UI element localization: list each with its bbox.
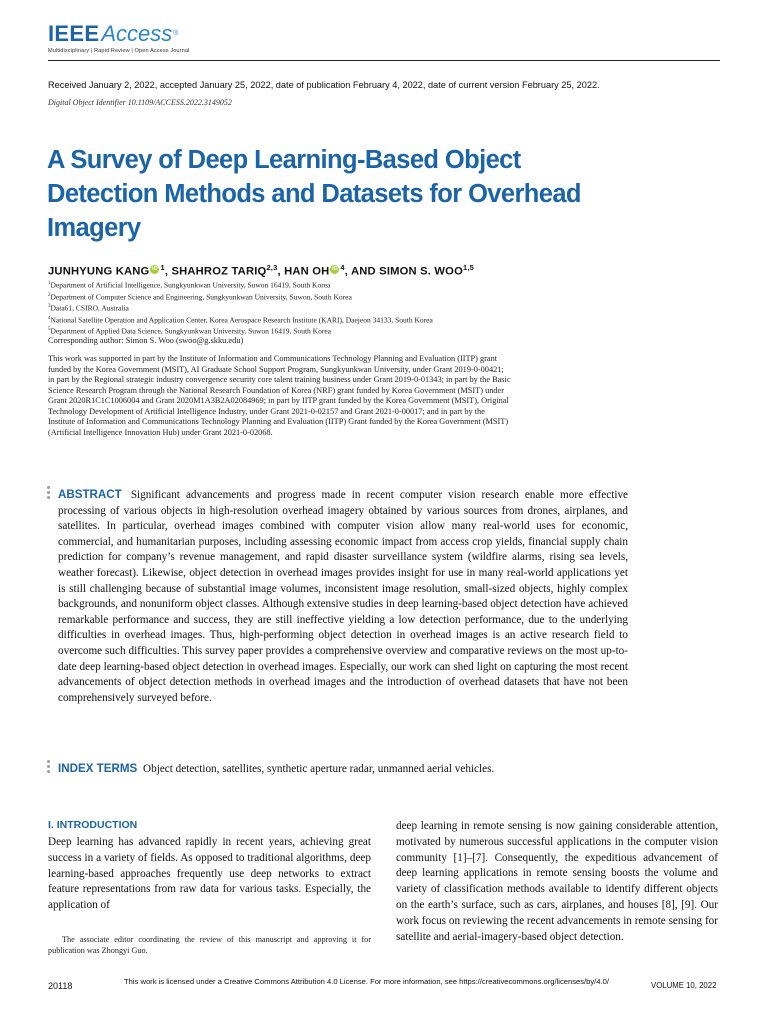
affiliation-number: 5	[48, 327, 51, 332]
editor-footnote: The associate editor coordinating the review of this manuscript and approving it for publication was Zhongyi Guo.	[48, 935, 371, 955]
paper-title: A Survey of Deep Learning-Based Object Detection Methods and Datasets for Overhead Imagery	[47, 146, 581, 242]
abstract-marker-icon	[47, 486, 51, 501]
affiliation-item	[48, 279, 433, 291]
affiliation-list	[48, 279, 433, 337]
affiliation-number: 2	[48, 292, 51, 298]
header-divider	[48, 60, 720, 61]
author-affiliation-number: 4	[340, 263, 345, 272]
funding-line: (Artificial Intelligence Innovation Hub) under Grant 2021-0-02068.	[48, 427, 273, 437]
abstract-heading: ABSTRACT	[58, 488, 122, 501]
page-number: 20118	[48, 981, 73, 991]
index-terms-text: Object detection, satellites, synthetic aperture radar, unmanned aerial vehicles.	[143, 763, 495, 775]
funding-line: Science Research Program through the National Research Foundation of Korea (NRF) grant funded by Korea Government (MSIT) under	[48, 385, 504, 395]
index-terms-marker-icon	[47, 760, 51, 775]
index-terms-heading: INDEX TERMS	[58, 762, 138, 775]
affiliation-item	[48, 325, 433, 337]
author-separator: ,	[277, 265, 285, 278]
author-name: SHAHROZ TARIQ	[171, 265, 267, 278]
funding-line: in part by the Regional strategic industry convergence security core talent training business under Grant 2019-0-01343; in part by the Basic	[48, 375, 511, 384]
author-separator: , AND	[344, 265, 380, 278]
author-name: JUNHYUNG KANG	[48, 265, 150, 278]
author-affiliation-number: 2,3	[266, 263, 278, 272]
author-name: HAN OH	[284, 265, 330, 278]
author-affiliation-number: 1,5	[462, 263, 475, 272]
affiliation-text: Department of Computer Science and Engineering, Sungkyunkwan University, Suwon, South Korea	[50, 292, 352, 301]
index-terms	[58, 762, 494, 775]
volume-label: VOLUME 10, 2022	[651, 981, 717, 990]
corresponding-author: Corresponding author: Simon S. Woo (swoo@g.skku.edu)	[48, 336, 244, 345]
brand-ieee: IEEE	[48, 21, 100, 46]
doi-line: Digital Object Identifier 10.1109/ACCESS.2022.3149052	[48, 98, 232, 107]
trademark-icon: ®	[173, 30, 179, 37]
orcid-icon[interactable]: iD	[151, 265, 158, 272]
abstract	[58, 487, 628, 706]
section-heading-introduction: I. INTRODUCTION	[48, 819, 138, 831]
introduction-left-column: Deep learning has advanced rapidly in recent years, achieving great success in a variety of fields. As opposed to traditional algorithms, deep learning-based approaches frequently use deep networks to extract feature representations from raw data for various tasks. Especially, the application of	[48, 836, 371, 912]
affiliation-number: 3	[48, 304, 51, 309]
funding-line: funded by the Korea Government (MSIT), AI Graduate School Support Program, Sungkyunkwan University, under Grant 2019-0-00421;	[48, 364, 504, 374]
author-affiliation-number: 1	[160, 263, 165, 272]
affiliation-item	[48, 314, 433, 326]
introduction-right-column: deep learning in remote sensing is now gaining considerable attention, motivated by numerous successful applications in the computer vision community [1]–[7]. Consequently, the expeditious advancement of deep learning applications in remote sensing boosts the volume and variety of classification methods available to identify different objects on the earth’s surface, such as cars, airplanes, and houses [8], [9]. Our work focus on reviewing the recent advancements in remote sensing for satellite and aerial-imagery-based object detection.	[396, 820, 718, 943]
received-dates: Received January 2, 2022, accepted January 25, 2022, date of publication February 4, 2022, date of current version February 25, 2022.	[48, 80, 600, 90]
affiliation-item	[48, 302, 433, 314]
journal-tagline: Multidisciplinary | Rapid Review | Open Access Journal	[48, 48, 190, 54]
journal-logo	[48, 22, 189, 54]
author-name: SIMON S. WOO	[379, 265, 463, 278]
author-list	[48, 263, 474, 278]
license-notice: This work is licensed under a Creative Commons Attribution 4.0 License. For more information, see https://creativecommons.org/licenses/by/4.0/	[124, 977, 609, 986]
orcid-icon[interactable]: iD	[331, 265, 338, 272]
affiliation-number: 4	[48, 315, 51, 321]
funding-line: Grant 2020R1C1C1006004 and Grant 2020M1A3B2A02084969; in part by IITP grant funded by the Korea Government (MSIT), Original	[48, 396, 509, 405]
funding-line: Technology Development of Artificial Intelligence Industry, under Grant 2021-0-02157 and Grant 2021-0-00017; and in part by the	[48, 406, 485, 416]
funding-line: This work was supported in part by the Institute of Information and Communications Technology Planning and Evaluation (IITP) grant	[48, 354, 498, 363]
author-separator: ,	[164, 265, 172, 278]
journal-brand	[48, 22, 189, 46]
affiliation-text: Department of Applied Data Science, Sungkyunkwan University, Suwon 16419, South Korea	[50, 326, 332, 336]
brand-access: Access	[101, 21, 173, 46]
funding-statement	[48, 354, 628, 438]
affiliation-text: Data61, CSIRO, Australia	[50, 303, 129, 313]
affiliation-item	[48, 291, 433, 303]
affiliation-number: 1	[48, 281, 51, 286]
funding-line: Institute of Information and Communications Technology Planning and Evaluation (IITP) Grant funded by the Korea Government (MSIT)	[48, 417, 509, 426]
affiliation-text: Department of Artificial Intelligence, Sungkyunkwan University, Suwon 16419, South Korea	[50, 280, 331, 290]
affiliation-text: National Satellite Operation and Application Center, Korea Aerospace Research Institute (KARI), Daejeon 34133, South Korea	[50, 315, 433, 324]
abstract-text: Significant advancements and progress made in recent computer vision research enable more effective processing of various objects in high-resolution overhead imagery obtained by various sources from drones, airplanes, and satellites. In particular, overhead images combined with computer vision allow many real-world uses for economic, commercial, and humanitarian purposes, including assessing economic impact from access crop yields, financial supply chain prediction for company’s revenue management, and rapid disaster surveillance system (wildfire alarms, rising sea levels, weather forecast). Likewise, object detection in overhead images provides insight for use in many real-world applications yet is still challenging because of substantial image volumes, inconsistent image resolution, small-sized objects, highly complex backgrounds, and nonuniform object classes. Although extensive studies in deep learning-based object detection have achieved remarkable performance and success, they are still ineffective yielding a low detection performance, due to the underlying difficulties in overhead images. Thus, high-performing object detection in overhead images is an active research field to overcome such difficulties. This survey paper provides a comprehensive overview and comparative reviews on the most up-to-date deep learning-based object detection in overhead images. Especially, our work can shed light on capturing the most recent advancements of object detection methods in overhead images and the introduction of overhead datasets that have not been comprehensively surveyed before.	[58, 489, 629, 704]
